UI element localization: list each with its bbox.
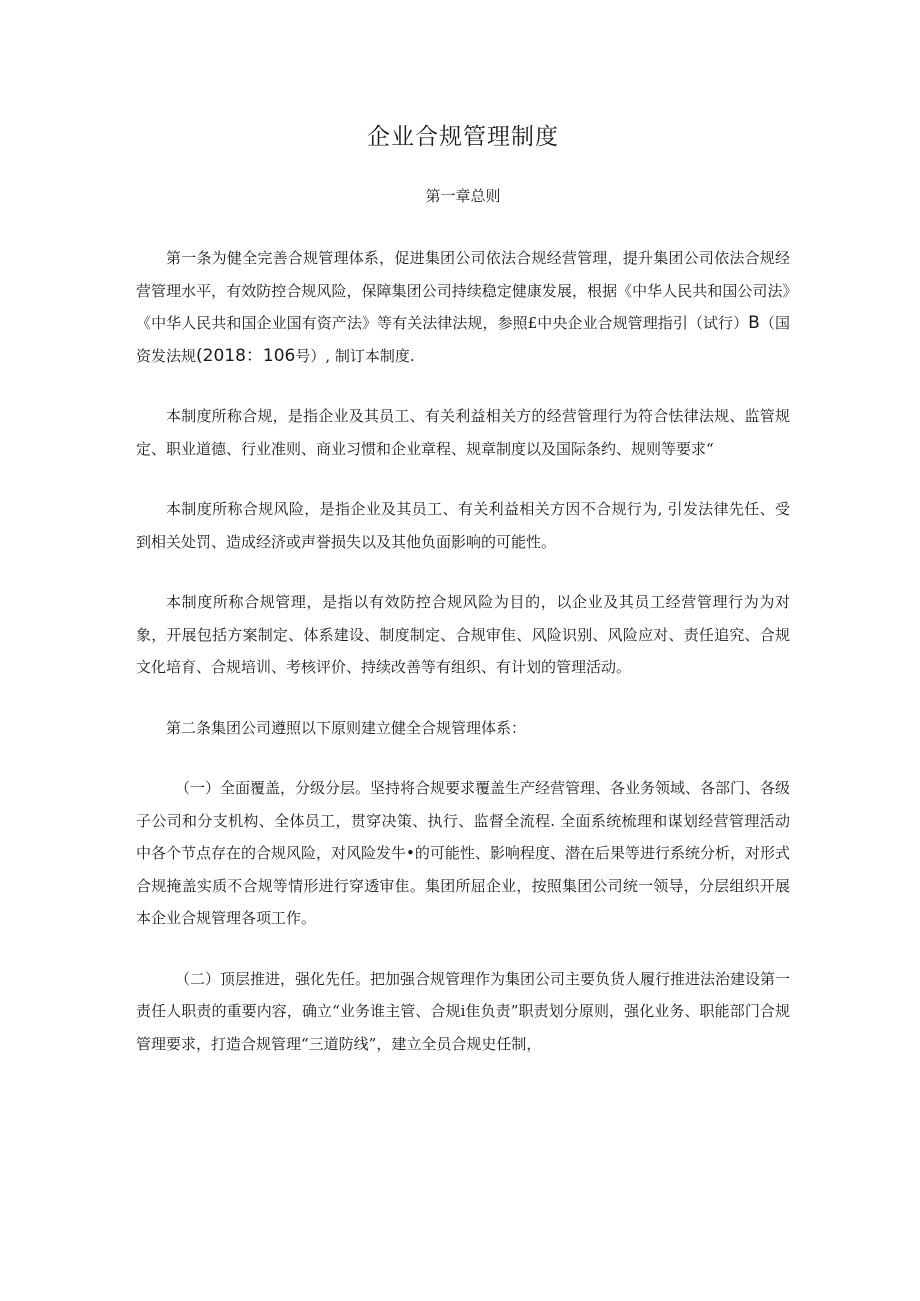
article-1-letter: B [748, 313, 760, 333]
compliance-management-paragraph: 本制度所称合规管理，是指以有效防控合规风险为目的，以企业及其员工经营管理行为为对象，开展包括方案制定、体系建设、制度制定、合规审隹、风险识别、风险应对、责任追究、合规文化培育、合规培训、考核评价、持续改善等有组织、有计划的管理活动。 [136, 593, 790, 676]
article-1-paragraph [136, 242, 790, 372]
document-title: 企业合规管理制度 [367, 124, 559, 150]
principle-2-paragraph: （二）顶层推进，强化先任。把加强合规管理作为集团公司主要负货人履行推进法治建设第一责任人职责的重要内容，确立“业务谁主管、合规i隹负责”职责划分原则，强化业务、职能部门合规管理要求，打造合规管理“三道防线”，建立全员合规史任制， [136, 969, 791, 1053]
article-1-text: 第一条为健全完善合规管理体系，促进集团公司依法合规经营管理，提升集团公司依法合规经营管理水平，有效防控合规风险，保障集团公司持续稳定健康发展，根据《中华人民共和国公司法》《中华人民共和国企业国有资产法》等有关法律法规，参照£中央企业合规管理指引（试行） [136, 249, 790, 332]
compliance-definition-paragraph: 本制度所称合规，是指企业及其员工、有关利益相关方的经营管理行为符合怯律法规、监管规定、职业道德、行业准则、商业习惯和企业章程、规章制度以及国际条约、规则等要求“ [136, 407, 790, 458]
principle-1-paragraph: （一）全面覆盖，分级分层。坚持将合规要求覆盖生产经营管理、各业务领域、各部门、各级子公司和分支机构、全体员工，贯穿决策、执行、监督全流程. 全面系统梳理和谋划经营管理活动中各个节点存在的合规风险，对风险发牛•的可能性、影响程度、潜在后果等进行系统分析，对形式合规掩盖实质不合规等情形进行穿透审隹。集团所屈企业，按照集团公司统一领导，分层组织开展本企业合规管理各项工作。 [136, 779, 791, 927]
compliance-risk-paragraph: 本制度所称合规风险，是指企业及其员工、有关利益相关方因不合规行为, 引发法律先任、受到相关处罚、造成经济或声誉损失以及其他负面影响的可能性。 [136, 500, 790, 551]
article-1-ending: 号）, 制订本制度. [295, 346, 415, 365]
article-2-paragraph: 第二条集团公司遵照以下原则建立健全合规管理体系： [166, 718, 527, 737]
article-1-doc-prefix: （国资发法规 [136, 314, 790, 365]
chapter-heading: 第一章总则 [425, 187, 501, 205]
article-1-doc-number: (2018：106 [196, 345, 296, 366]
